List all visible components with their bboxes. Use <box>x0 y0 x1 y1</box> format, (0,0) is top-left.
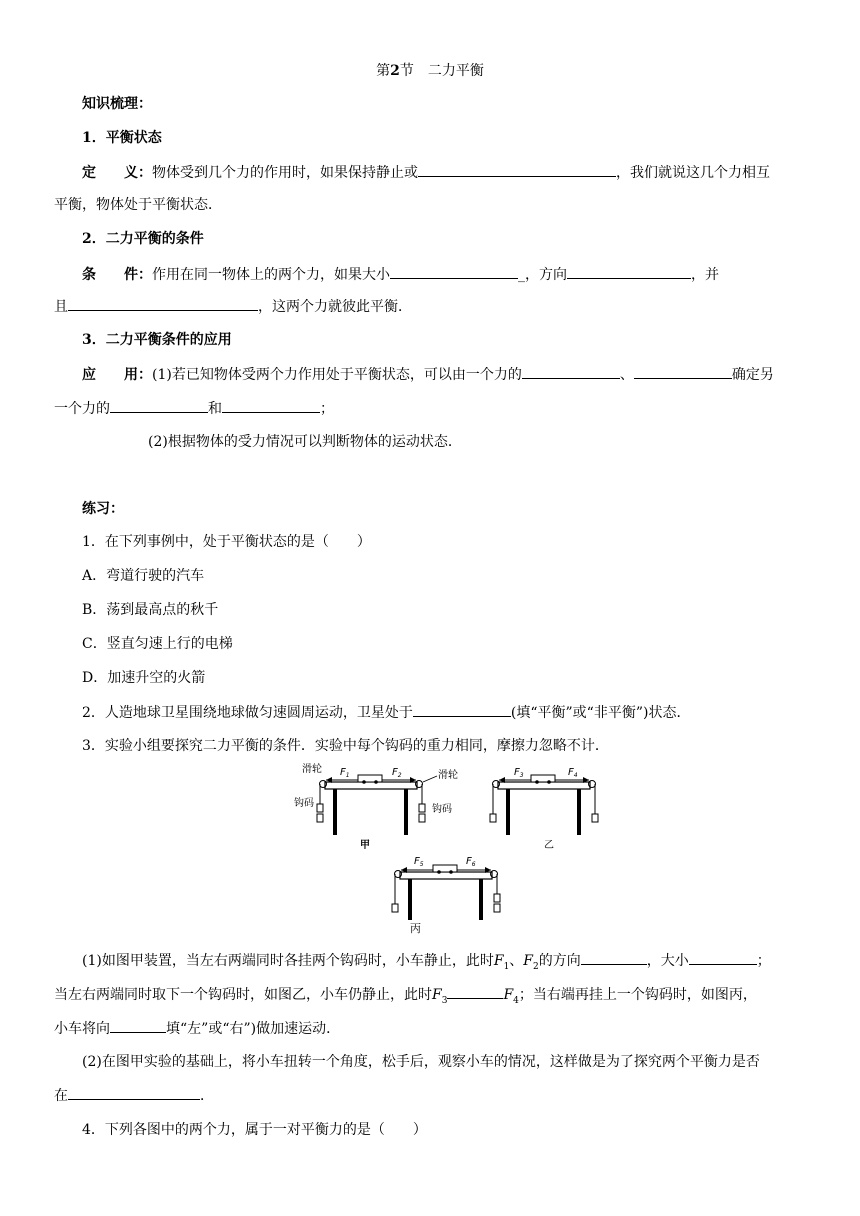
answer-blank[interactable] <box>68 1085 200 1100</box>
apparatus-yi <box>490 767 598 851</box>
svg-text:F5: $F_5$ <box>414 856 424 868</box>
section-2-condition: 条 件：作用在同一物体上的两个力，如果大小 _，方向 ，并 <box>82 264 719 285</box>
answer-blank[interactable] <box>522 364 620 379</box>
label-pulley-right: 滑轮 <box>438 770 458 781</box>
label-weight-right: 钩码 <box>432 804 452 815</box>
answer-blank[interactable] <box>567 264 691 279</box>
question-1: 1．在下列事例中，处于平衡状态的是（ ） <box>82 534 371 550</box>
svg-text:F1: $F_1$ <box>340 767 350 779</box>
answer-blank[interactable] <box>68 296 258 311</box>
section-3-item-2: (2)根据物体的受力情况可以判断物体的运动状态． <box>148 434 462 450</box>
question-1-option-b[interactable]: B．荡到最高点的秋千 <box>82 602 219 618</box>
section-2-condition-cont: 且 ，这两个力就彼此平衡． <box>54 296 412 317</box>
label-weight-left: 钩码 <box>294 798 314 809</box>
svg-text:F2: $F_2$ <box>392 767 402 779</box>
answer-blank[interactable] <box>390 264 518 279</box>
section-3-application-cont: 一个力的 和 ； <box>54 398 334 419</box>
section-1-definition: 定 义：物体受到几个力的作用时，如果保持静止或 ，我们就说这几个力相互 <box>82 162 770 183</box>
section-2-title: 2．二力平衡的条件 <box>82 231 204 247</box>
answer-blank[interactable] <box>634 364 732 379</box>
answer-blank[interactable] <box>581 950 647 965</box>
page-title: 第2节 二力平衡 <box>376 63 484 79</box>
section-1-title: 1．平衡状态 <box>82 130 162 146</box>
experiment-figure <box>280 760 620 920</box>
label-jia: 甲 <box>360 840 370 851</box>
question-3-part-1-cont: 当左右两端同时取下一个钩码时，如图乙，小车仍静止，此时$F_3$ $F_4$；当右端再挂上一个钩码时，如图丙， <box>54 984 757 1011</box>
answer-blank[interactable] <box>110 1018 166 1033</box>
label-yi: 乙 <box>544 840 554 851</box>
answer-blank[interactable] <box>689 950 757 965</box>
answer-blank[interactable] <box>418 162 616 177</box>
section-3-title: 3．二力平衡条件的应用 <box>82 332 232 348</box>
svg-text:F4: $F_4$ <box>568 767 578 779</box>
svg-text:F3: $F_3$ <box>514 767 524 779</box>
question-1-option-c[interactable]: C．竖直匀速上行的电梯 <box>82 636 233 652</box>
question-1-option-d[interactable]: D．加速升空的火箭 <box>82 670 206 686</box>
question-3: 3．实验小组要探究二力平衡的条件．实验中每个钩码的重力相同，摩擦力忽略不计． <box>82 738 609 754</box>
answer-blank[interactable] <box>222 398 320 413</box>
apparatus-bing <box>392 856 500 920</box>
section-1-definition-cont: 平衡，物体处于平衡状态． <box>54 197 222 213</box>
question-3-part-1-cont2: 小车将向 填“左”或“右”)做加速运动． <box>54 1018 340 1039</box>
answer-blank[interactable] <box>447 984 503 999</box>
question-1-option-a[interactable]: A．弯道行驶的汽车 <box>82 568 205 584</box>
question-3-part-2: (2)在图甲实验的基础上，将小车扭转一个角度，松手后，观察小车的情况，这样做是为了探究两个平衡力是否 <box>82 1054 760 1070</box>
question-2: 2．人造地球卫星围绕地球做匀速圆周运动，卫星处于 (填“平衡”或“非平衡”)状态． <box>82 702 690 723</box>
question-3-part-1: (1)如图甲装置，当左右两端同时各挂两个钩码时，小车静止，此时$F_1$、$F_2$的方向 ，大小 ； <box>82 950 771 977</box>
section-3-application: 应 用：(1)若已知物体受两个力作用处于平衡状态，可以由一个力的 、 确定另 <box>82 364 774 385</box>
label-bing: 丙 <box>410 922 421 935</box>
answer-blank[interactable] <box>413 702 511 717</box>
label-pulley-left: 滑轮 <box>302 764 322 775</box>
question-3-part-2-cont: 在 ． <box>54 1085 214 1106</box>
knowledge-heading: 知识梳理： <box>82 96 152 112</box>
practice-heading: 练习： <box>82 501 124 517</box>
svg-text:F6: $F_6$ <box>466 856 476 868</box>
question-4: 4．下列各图中的两个力，属于一对平衡力的是（ ） <box>82 1122 427 1138</box>
apparatus-jia <box>294 762 458 851</box>
answer-blank[interactable] <box>110 398 208 413</box>
